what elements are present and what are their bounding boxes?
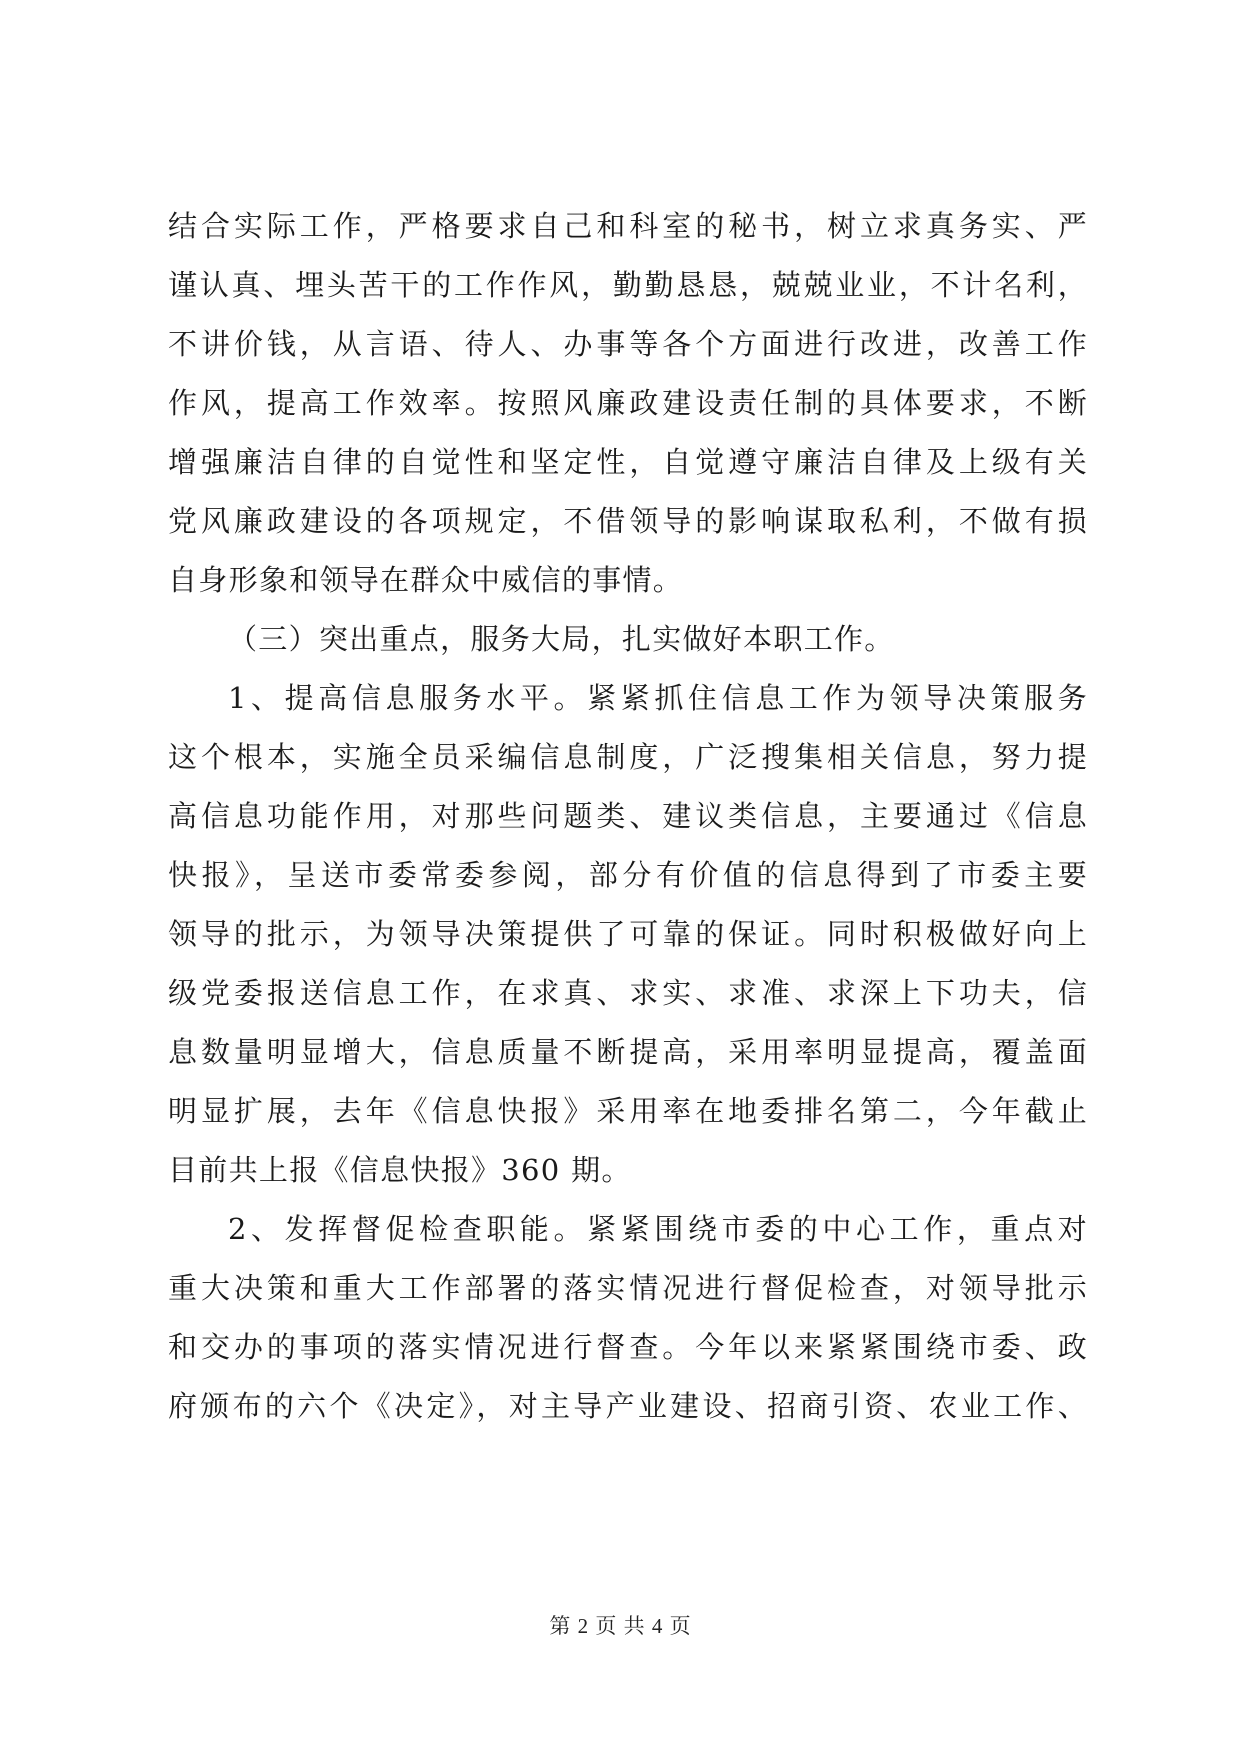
paragraph-line: 党风廉政建设的各项规定，不借领导的影响谋取私利，不做有损: [168, 504, 1088, 538]
paragraph-line: 增强廉洁自律的自觉性和坚定性，自觉遵守廉洁自律及上级有关: [168, 445, 1088, 479]
paragraph-line: 快报》，呈送市委常委参阅，部分有价值的信息得到了市委主要: [168, 858, 1088, 892]
paragraph-line: 明显扩展，去年《信息快报》采用率在地委排名第二，今年截止: [168, 1094, 1088, 1128]
paragraph-line: 谨认真、埋头苦干的工作作风，勤勤恳恳，兢兢业业，不计名利，: [168, 268, 1088, 302]
paragraph-line: 领导的批示，为领导决策提供了可靠的保证。同时积极做好向上: [168, 917, 1088, 951]
paragraph-line: 高信息功能作用，对那些问题类、建议类信息，主要通过《信息: [168, 799, 1088, 833]
paragraph-line: 这个根本，实施全员采编信息制度，广泛搜集相关信息，努力提: [168, 740, 1088, 774]
section-heading: （三）突出重点，服务大局，扎实做好本职工作。: [228, 622, 895, 656]
paragraph-line: 息数量明显增大，信息质量不断提高，采用率明显提高，覆盖面: [168, 1035, 1088, 1069]
paragraph-line: 不讲价钱，从言语、待人、办事等各个方面进行改进，改善工作: [168, 327, 1088, 361]
paragraph-line: 1、提高信息服务水平。紧紧抓住信息工作为领导决策服务: [228, 681, 1088, 715]
paragraph-line: 和交办的事项的落实情况进行督查。今年以来紧紧围绕市委、政: [168, 1330, 1088, 1364]
paragraph-line: 作风，提高工作效率。按照风廉政建设责任制的具体要求，不断: [168, 386, 1088, 420]
paragraph-line: 2、发挥督促检查职能。紧紧围绕市委的中心工作，重点对: [228, 1212, 1088, 1246]
paragraph-line: 重大决策和重大工作部署的落实情况进行督促检查，对领导批示: [168, 1271, 1088, 1305]
paragraph-line: 自身形象和领导在群众中威信的事情。: [168, 563, 684, 597]
page-number-footer: 第 2 页 共 4 页: [549, 1614, 692, 1638]
paragraph-line: 级党委报送信息工作，在求真、求实、求准、求深上下功夫，信: [168, 976, 1088, 1010]
paragraph-line: 目前共上报《信息快报》360 期。: [168, 1153, 632, 1187]
paragraph-line: 结合实际工作，严格要求自己和科室的秘书，树立求真务实、严: [168, 209, 1088, 243]
paragraph-line: 府颁布的六个《决定》，对主导产业建设、招商引资、农业工作、: [168, 1389, 1088, 1423]
